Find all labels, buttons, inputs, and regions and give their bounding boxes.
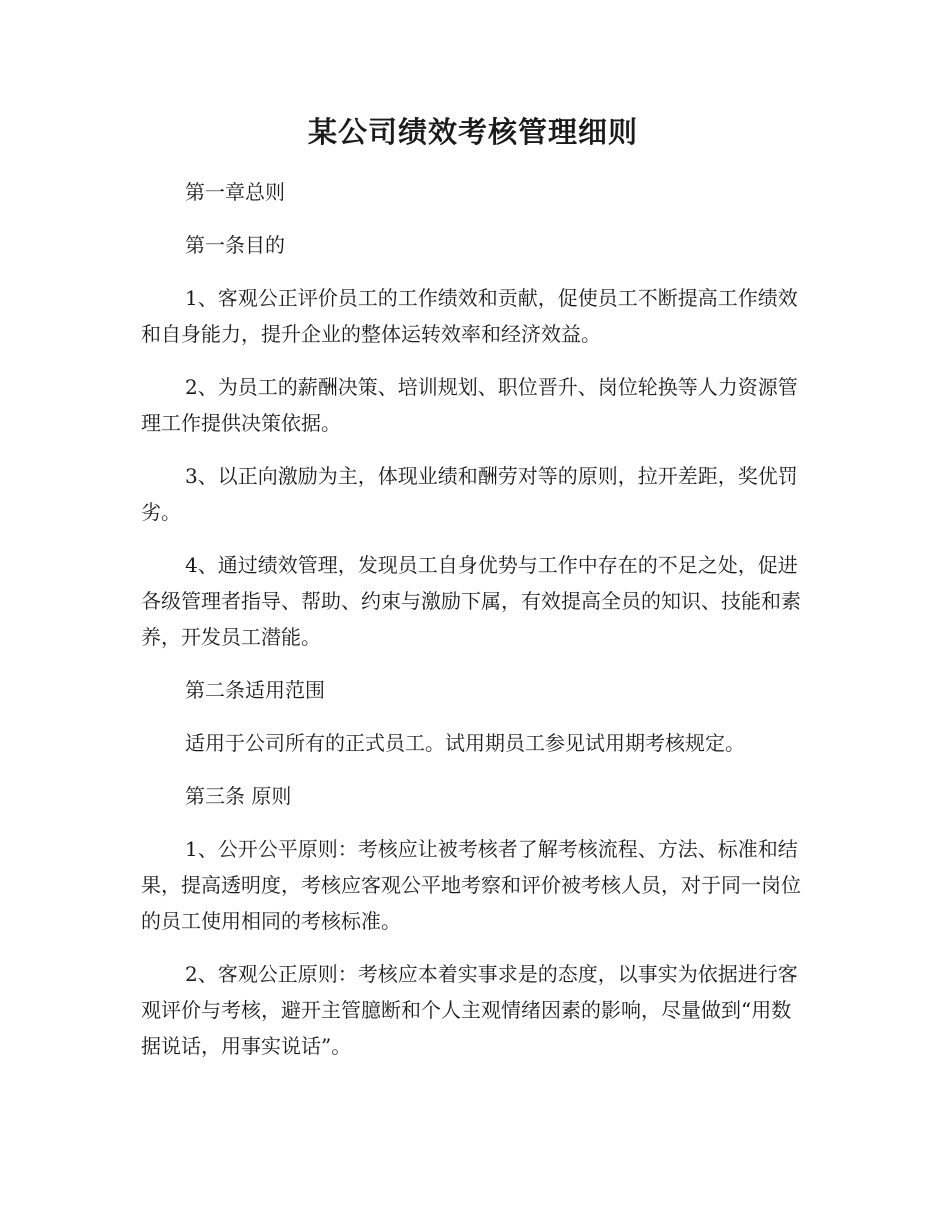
article-heading: 第三条 原则 (185, 784, 292, 808)
article-heading: 第二条适用范围 (185, 678, 325, 702)
paragraph: 2、为员工的薪酬决策、培训规划、职位晋升、岗位轮换等人力资源管理工作提供决策依据。 (141, 375, 798, 435)
paragraph: 2、客观公正原则：考核应本着实事求是的态度，以事实为依据进行客观评价与考核，避开主管臆断和个人主观情绪因素的影响，尽量做到“用数据说话，用事实说话”。 (141, 962, 798, 1058)
paragraph: 4、通过绩效管理，发现员工自身优势与工作中存在的不足之处，促进各级管理者指导、帮助、约束与激励下属，有效提高全员的知识、技能和素养，开发员工潜能。 (141, 553, 801, 649)
chapter-heading: 第一章总则 (185, 180, 285, 204)
document-page (141, 100, 805, 1064)
document-title: 某公司绩效考核管理细则 (307, 115, 638, 149)
paragraph: 3、以正向激励为主，体现业绩和酬劳对等的原则，拉开差距，奖优罚劣。 (141, 464, 798, 524)
paragraph: 1、公开公平原则：考核应让被考核者了解考核流程、方法、标准和结果，提高透明度，考核应客观公平地考察和评价被考核人员，对于同一岗位的员工使用相同的考核标准。 (141, 837, 801, 933)
paragraph: 适用于公司所有的正式员工。试用期员工参见试用期考核规定。 (185, 731, 745, 755)
article-heading: 第一条目的 (185, 233, 285, 257)
paragraph: 1、客观公正评价员工的工作绩效和贡献，促使员工不断提高工作绩效和自身能力，提升企业的整体运转效率和经济效益。 (141, 286, 798, 346)
